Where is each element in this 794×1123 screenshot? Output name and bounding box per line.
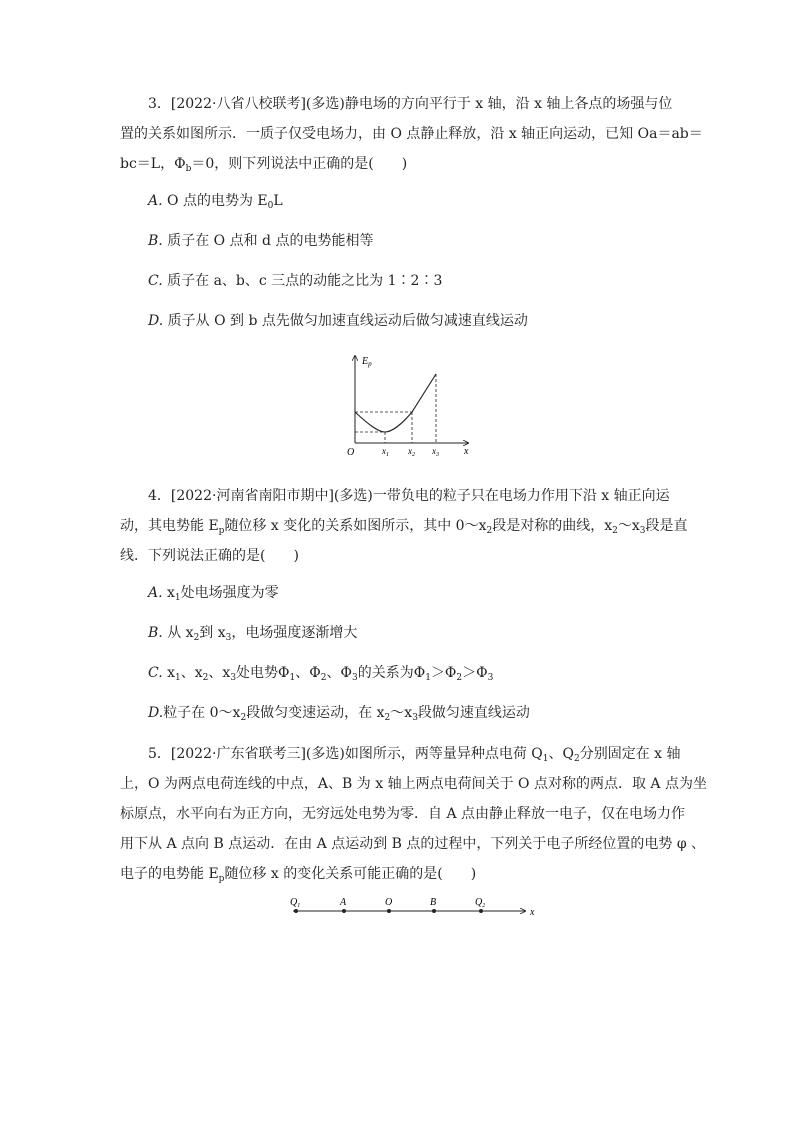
charge-q1-dot [294,909,298,913]
label-b: B [430,897,437,908]
point-o-dot [387,909,391,913]
q3-option-d: D. 质子从 O 到 b 点先做匀加速直线运动后做匀减速直线运动 [148,313,528,329]
q5-line-2: 上，O 为两点电荷连线的中点，A、B 为 x 轴上两点电荷间关于 O 点对称的两点．取 A 点为坐 [120,776,707,792]
ep-curve [355,374,436,432]
tick-x2: $x_2$ [408,446,415,458]
point-b-dot [432,909,436,913]
q4-option-a: A. $x_1$处电场强度为零 [148,585,279,603]
charge-axis-diagram [285,893,545,923]
q3-option-c: C. 质子在 a、b、c 三点的动能之比为 1∶2∶3 [148,273,443,289]
label-a: A [340,897,347,908]
q5-line-1: 5．[2022·广东省联考三](多选)如图所示，两等量异种点电荷 $Q_1$、$Q_2$分别固定在 x 轴 [148,746,681,764]
q4-line-2: 动，其电势能 $E_p$随位移 x 变化的关系如图所示，其中 $0\sim x_2$段是对称的曲线，$x_2\sim x_3$段是直 [120,518,688,536]
q5-line-3: 标原点，水平向右为正方向，无穷远处电势为零．自 A 点由静止释放一电子，仅在电场力作 [120,806,686,822]
q3-line-2: 置的关系如图所示．一质子仅受电场力，由 O 点静止释放，沿 x 轴正向运动，已知 Oa＝ab＝ [120,126,703,142]
q3-option-a: A. O 点的电势为 $E_0L$ [148,193,283,211]
tick-x1: $x_1$ [382,446,389,458]
tick-x3: $x_3$ [432,446,439,458]
label-o: O [385,897,393,908]
ep-x-graph [340,350,480,460]
q3-line-3: bc＝L，$\Phi_b=0$，则下列说法中正确的是( ) [120,156,408,174]
y-axis-label: $E_p$ [362,356,372,368]
q3-line-1: 3．[2022·八省八校联考](多选)静电场的方向平行于 x 轴，沿 x 轴上各点的场强与位 [148,96,673,112]
x-axis-label: x [464,446,469,457]
label-q2: $Q_2$ [475,897,486,909]
point-a-dot [342,909,346,913]
q5-line-5: 电子的电势能 $E_p$随位移 x 的变化关系可能正确的是( ) [120,866,477,884]
q4-option-c: C. $x_1$、$x_2$、$x_3$处电势$\Phi_1$、$\Phi_2$、$\Phi_3$的关系为$\Phi_1>\Phi_2>\Phi_3$ [148,665,494,683]
label-x: x [530,907,535,918]
q5-line-4: 用下从 A 点向 B 点运动．在由 A 点运动到 B 点的过程中，下列关于电子所经位置的电势 φ 、 [120,836,706,852]
q3-option-b: B. 质子在 O 点和 d 点的电势能相等 [148,233,374,249]
q4-line-1: 4．[2022·河南省南阳市期中](多选)一带负电的粒子只在电场力作用下沿 x 轴正向运 [148,488,670,504]
q4-option-d: D.粒子在 $0\sim x_2$段做匀变速运动，在 $x_2\sim x_3$段做匀速直线运动 [148,705,530,723]
q4-option-b: B. 从 $x_2$到 $x_3$，电场强度逐渐增大 [148,625,358,643]
label-q1: $Q_1$ [290,897,301,909]
q4-line-3: 线．下列说法正确的是( ) [120,548,299,564]
origin-label: O [347,447,355,458]
charge-q2-dot [479,909,483,913]
